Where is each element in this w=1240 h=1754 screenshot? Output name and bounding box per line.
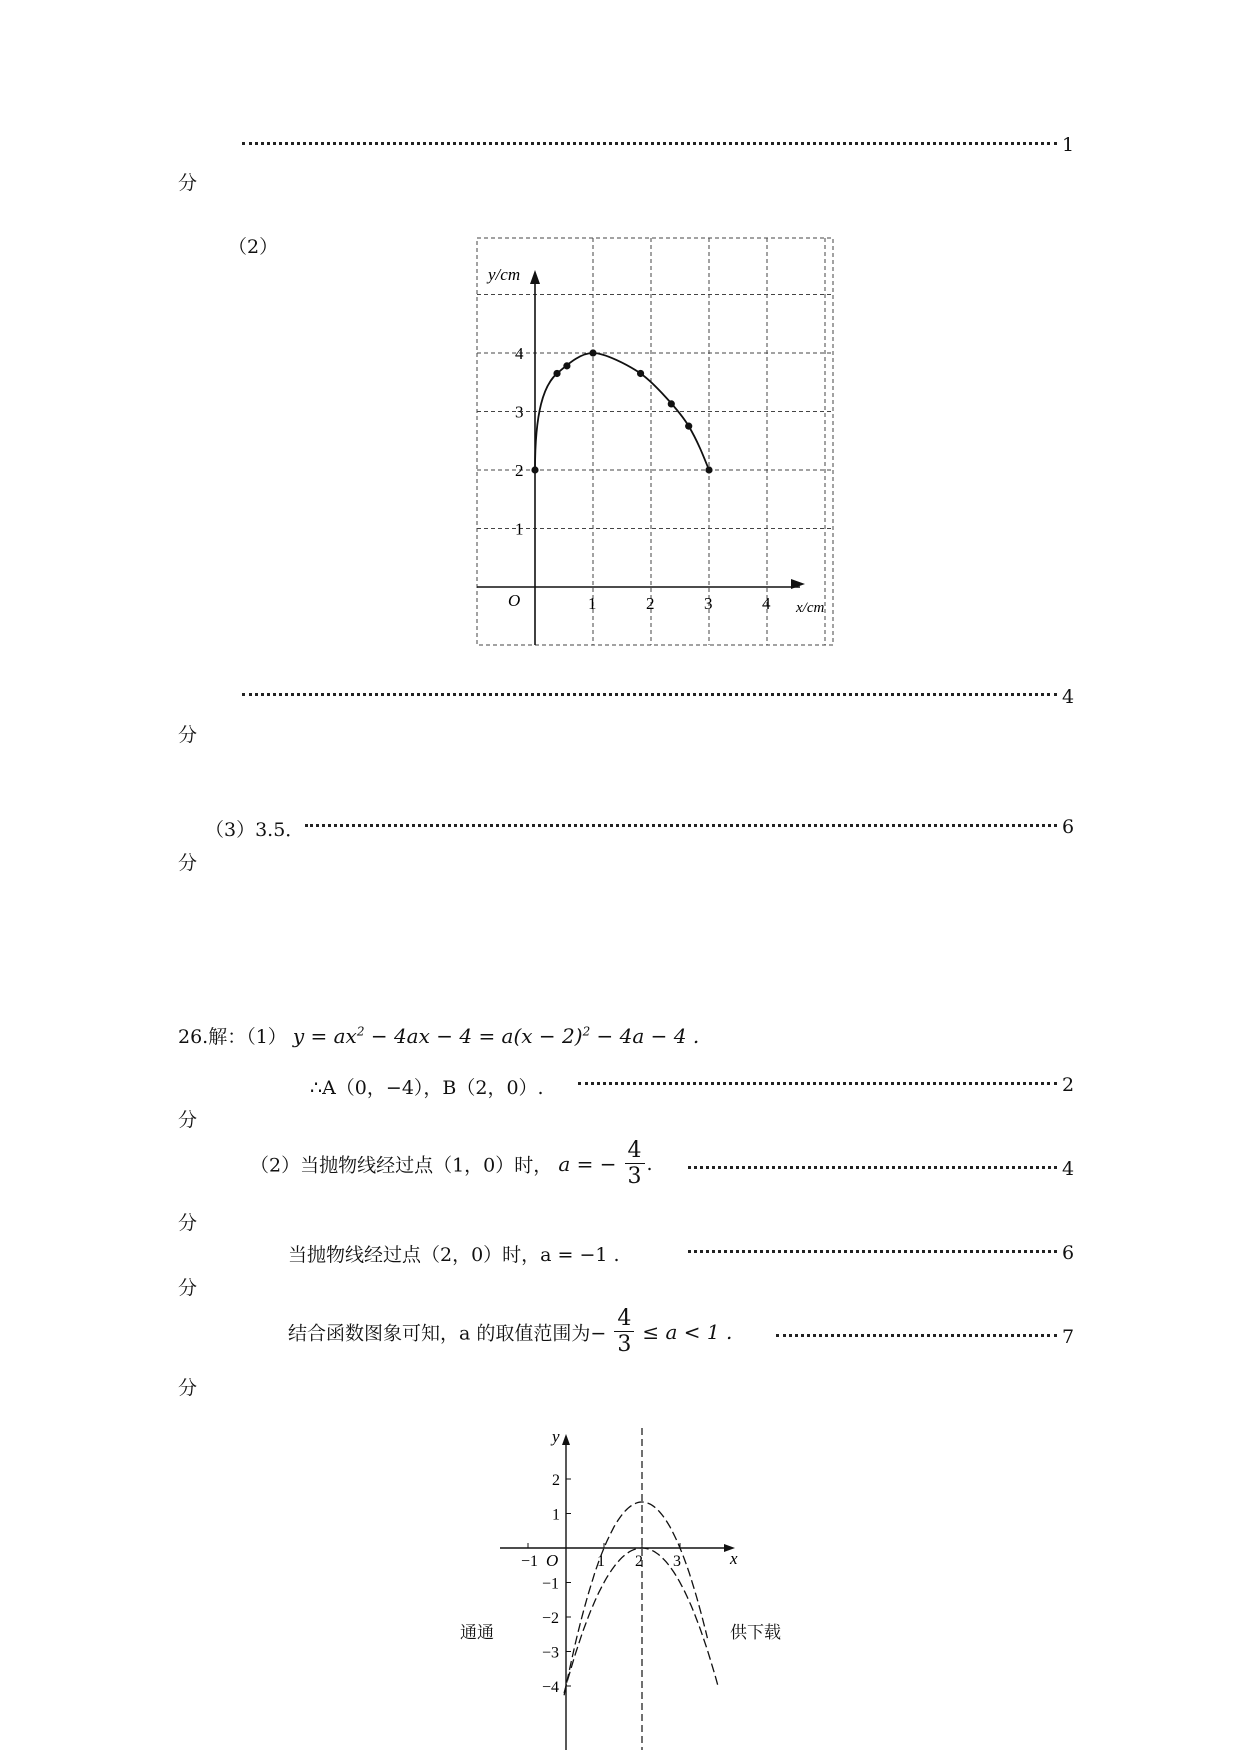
data-point: [531, 466, 538, 473]
data-point: [685, 423, 692, 430]
data-point: [589, 349, 596, 356]
leader-dots: [242, 142, 1057, 145]
y-tick-label: −3: [542, 1644, 560, 1662]
score-4: 4: [1062, 686, 1075, 708]
fraction-4-3: [625, 1138, 645, 1190]
watermark-left: 通通: [460, 1623, 494, 1643]
q26-range-rhs: ≤ a < 1 .: [642, 1319, 733, 1344]
axes: [477, 277, 800, 645]
x-tick-label: −1: [521, 1553, 539, 1570]
x-axis-label: x: [730, 1549, 738, 1568]
q26-line-5: [288, 1306, 732, 1358]
frac-num: 4: [614, 1306, 634, 1332]
graph-2: [490, 1428, 750, 1750]
graph-1: [470, 232, 840, 652]
fen-label: 分: [178, 1377, 198, 1399]
score-7: 7: [1062, 1326, 1075, 1348]
y-tick-label: −1: [542, 1575, 560, 1593]
leader-dots: [578, 1082, 1057, 1085]
y-tick-label: 2: [552, 1472, 560, 1489]
score-2: 2: [1062, 1074, 1075, 1096]
score-6: 6: [1062, 816, 1075, 838]
axes: [500, 1440, 728, 1750]
x-axis-label: x/cm: [796, 600, 825, 616]
x-tick-label: 2: [646, 594, 655, 613]
y-axis-label: y/cm: [488, 265, 521, 284]
y-tick-label: 2: [515, 461, 524, 480]
y-tick-label: −2: [542, 1610, 560, 1627]
leader-dots: [688, 1250, 1057, 1253]
q26-range-text: 结合函数图象可知，a 的取值范围为−: [288, 1322, 607, 1345]
leader-dots: [242, 693, 1057, 696]
score-1: 1: [1062, 134, 1075, 156]
leader-dots: [305, 824, 1057, 827]
x-tick-label: 3: [704, 594, 713, 613]
fen-label: 分: [178, 172, 198, 194]
x-tick-labels: [588, 594, 771, 613]
q26-line-4: 当抛物线经过点（2，0）时，a = −1 .: [288, 1244, 620, 1266]
x-tick-label: 1: [597, 1553, 605, 1570]
fen-label: 分: [178, 1212, 198, 1234]
frac-den: 3: [627, 1164, 642, 1190]
watermark-right: 供下载: [730, 1623, 781, 1643]
x-tick-label: 2: [635, 1553, 643, 1570]
y-axis-label: y: [552, 1428, 560, 1446]
q26-line-1: [178, 1022, 699, 1049]
data-point: [668, 400, 675, 407]
score-4b: 4: [1062, 1158, 1075, 1180]
frac-num: 4: [625, 1138, 645, 1164]
leader-dots: [688, 1166, 1057, 1169]
leader-dots: [776, 1334, 1057, 1337]
origin-label: O: [546, 1551, 559, 1570]
fraction-4-3: [614, 1306, 634, 1358]
data-point: [637, 370, 644, 377]
y-axis-arrow: [562, 1434, 570, 1445]
parabola-upper: [564, 1502, 707, 1695]
q26-part2-text: （2）当抛物线经过点（1，0）时，: [250, 1154, 553, 1177]
part-2-label: （2）: [228, 236, 279, 258]
q26-line-3: （2）当抛物线经过点（1，0）时， a = − $\frac{4}{3}$ .: [250, 1138, 653, 1190]
y-axis-arrow: [530, 270, 540, 284]
frac-den: 3: [617, 1332, 632, 1358]
y-tick-labels: [515, 344, 524, 539]
q26-equation: $y = ax^2 - 4ax - 4 = a(x - 2)^2 - 4a - 4$ .: [292, 1024, 700, 1048]
y-tick-label: −4: [542, 1679, 560, 1696]
data-point: [553, 370, 560, 377]
y-tick-label: 4: [515, 344, 524, 363]
score-6b: 6: [1062, 1242, 1075, 1264]
grid: [477, 238, 833, 645]
x-tick-label: 3: [673, 1553, 681, 1570]
fen-label: 分: [178, 1109, 198, 1131]
y-tick-label: 1: [552, 1506, 560, 1524]
origin-label: O: [508, 591, 521, 610]
fen-label: 分: [178, 724, 198, 746]
part-3-answer: （3）3.5．: [205, 819, 305, 841]
q26-a-lhs: a = −: [558, 1151, 617, 1176]
grid-frame: [477, 238, 833, 645]
q26-points-ab: ∴A（0，−4），B（2，0）.: [310, 1077, 544, 1099]
data-point: [705, 466, 712, 473]
x-tick-label: 4: [762, 594, 771, 613]
fen-label: 分: [178, 1277, 198, 1299]
x-tick-label: 1: [588, 594, 597, 613]
q26-head: 26.解：（1）: [178, 1026, 287, 1048]
y-tick-label: 3: [515, 402, 524, 422]
fen-label: 分: [178, 852, 198, 874]
data-point: [563, 362, 570, 369]
data-points: [531, 349, 712, 473]
y-tick-label: 1: [515, 519, 524, 539]
